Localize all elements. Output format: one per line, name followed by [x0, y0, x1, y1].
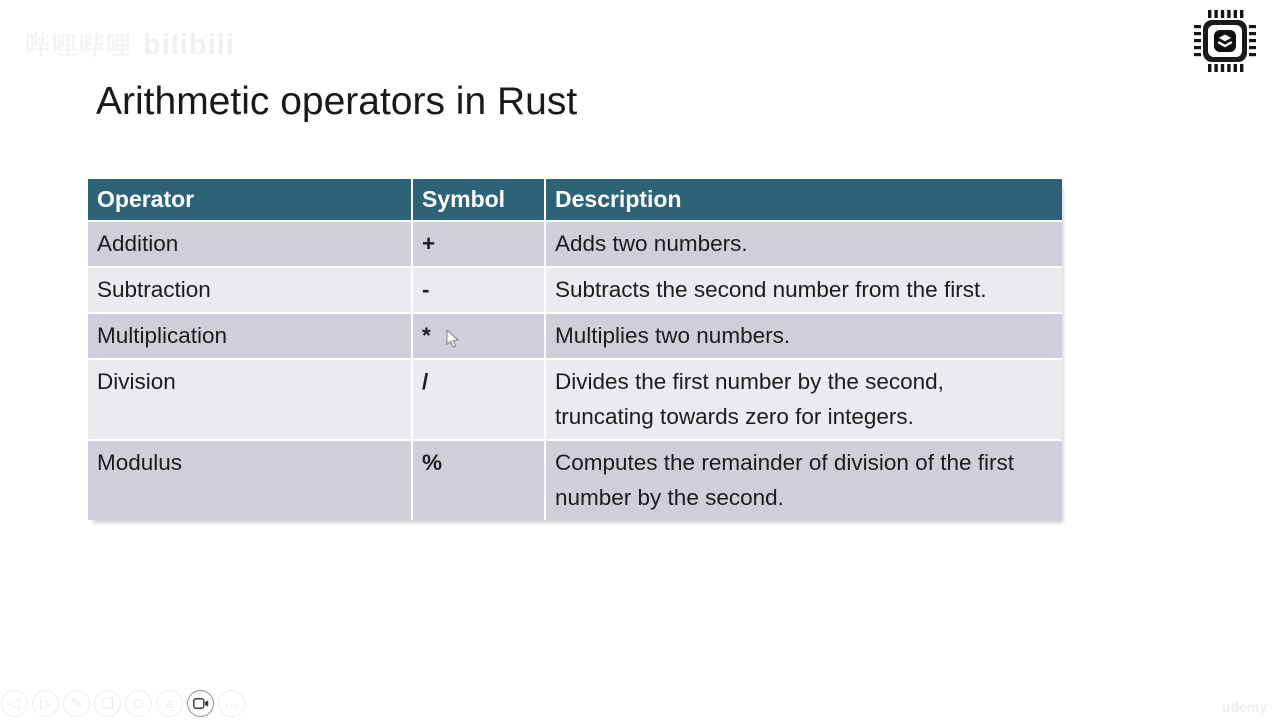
video-camera-button[interactable]	[187, 690, 214, 717]
table-row	[88, 221, 1062, 267]
description-cell: Multiplies two numbers.	[545, 313, 1062, 359]
bilibili-logo-text: bilibili	[143, 29, 235, 61]
next-slide-icon: ▷	[40, 695, 51, 711]
description-cell: Divides the first number by the second, truncating towards zero for integers.	[545, 359, 1062, 440]
operator-cell: Division	[88, 359, 412, 440]
zoom-icon: ⊙	[132, 695, 145, 711]
page-title: Arithmetic operators in Rust	[96, 80, 578, 123]
table-row	[88, 440, 1062, 520]
watermark-cjk-text: 哔哩哔哩	[25, 32, 134, 60]
symbol-cell: /	[412, 359, 545, 440]
chat-button[interactable]	[218, 690, 245, 717]
watermark-bilibili	[25, 26, 235, 62]
video-camera-icon	[193, 698, 209, 709]
symbol-cell: +	[412, 221, 545, 267]
prev-slide-button[interactable]	[1, 690, 28, 717]
next-slide-button[interactable]	[32, 690, 59, 717]
chip-logo	[1194, 9, 1256, 73]
zoom-button[interactable]	[125, 690, 152, 717]
symbol-cell: -	[412, 267, 545, 313]
slides-overview-icon: ❏	[101, 695, 114, 711]
chip-icon	[1194, 9, 1256, 73]
column-header-operator: Operator	[88, 179, 412, 221]
pen-button[interactable]	[63, 690, 90, 717]
description-cell: Subtracts the second number from the first.	[545, 267, 1062, 313]
notes-button[interactable]	[156, 690, 183, 717]
description-cell: Computes the remainder of division of the first number by the second.	[545, 440, 1062, 520]
description-cell: Adds two numbers.	[545, 221, 1062, 267]
operator-cell: Addition	[88, 221, 412, 267]
prev-slide-icon: ◁	[9, 695, 20, 711]
column-header-description: Description	[545, 179, 1062, 221]
table-row	[88, 359, 1062, 440]
operators-table	[88, 179, 1062, 520]
table-row	[88, 267, 1062, 313]
presenter-toolbar	[1, 690, 245, 717]
table-header-row	[88, 179, 1062, 221]
slides-overview-button[interactable]	[94, 690, 121, 717]
column-header-symbol: Symbol	[412, 179, 545, 221]
pen-icon: ✎	[70, 695, 83, 711]
symbol-cell: %	[412, 440, 545, 520]
operator-cell: Modulus	[88, 440, 412, 520]
operator-cell: Multiplication	[88, 313, 412, 359]
operator-cell: Subtraction	[88, 267, 412, 313]
notes-icon: ≡	[165, 695, 174, 712]
watermark-udemy: udemy	[1221, 699, 1267, 715]
chat-icon: ···	[224, 695, 239, 712]
mouse-cursor	[446, 329, 460, 349]
table-row	[88, 313, 1062, 359]
symbol-cell: *	[412, 313, 545, 359]
